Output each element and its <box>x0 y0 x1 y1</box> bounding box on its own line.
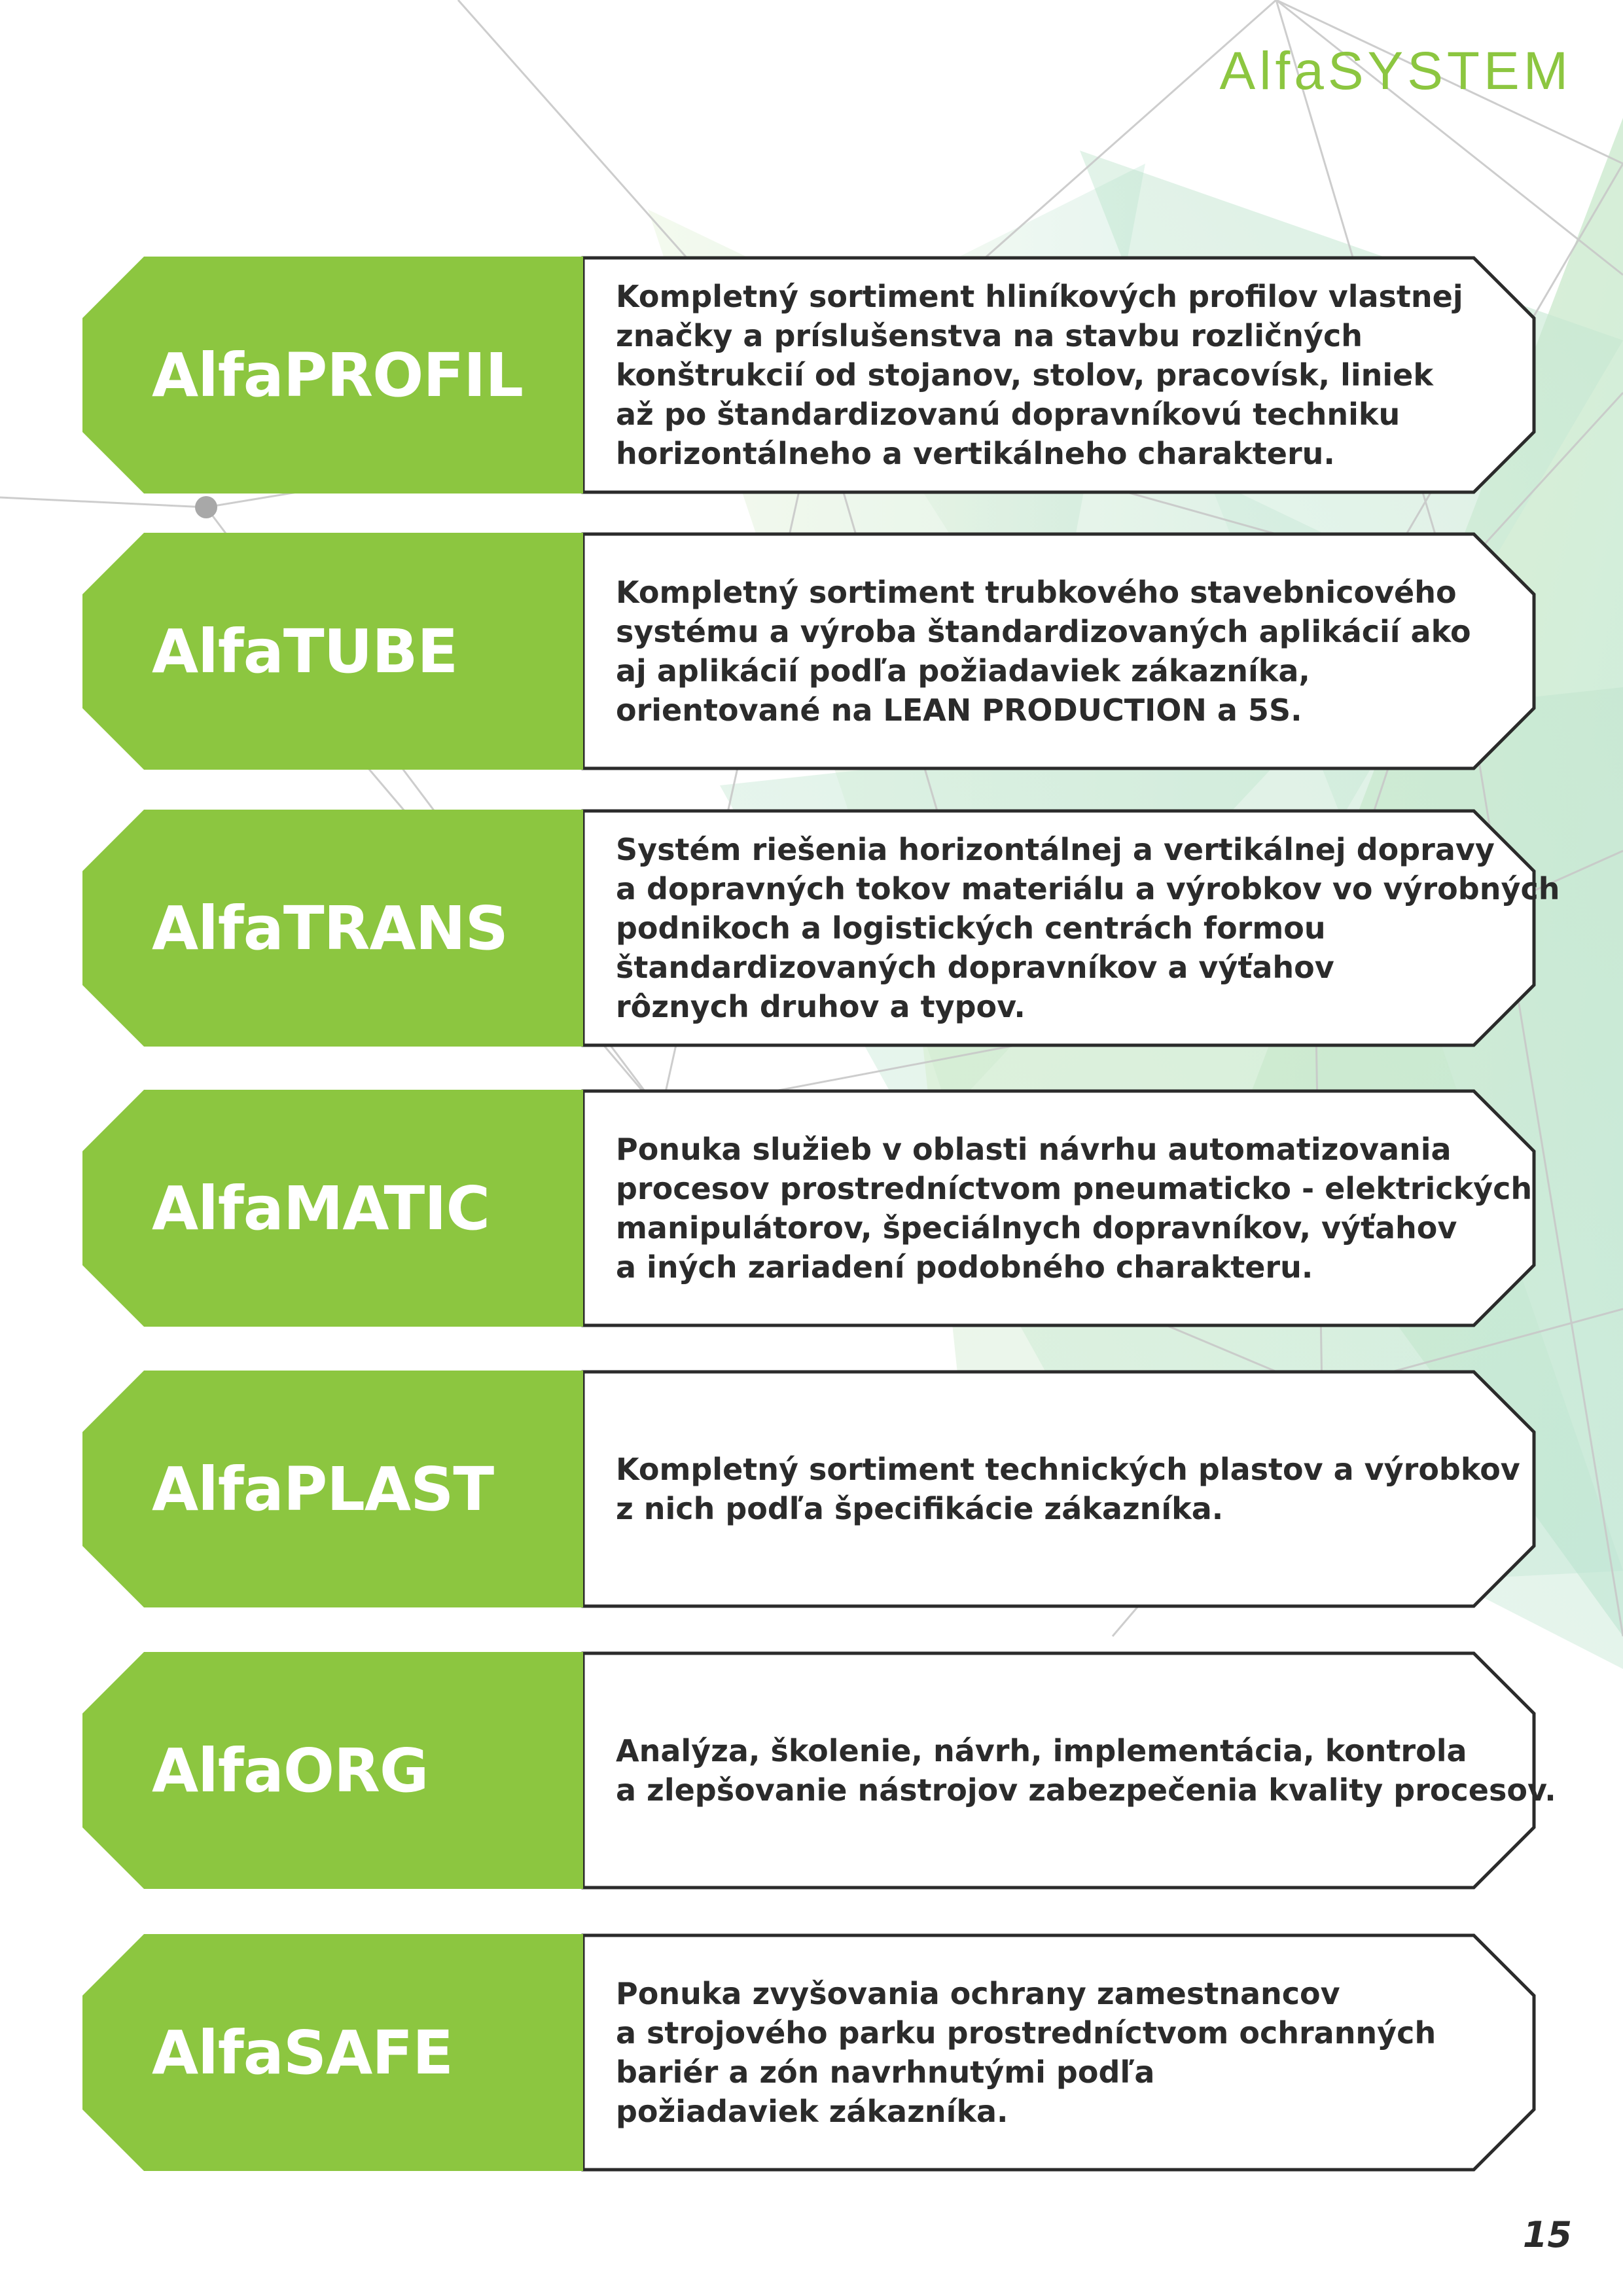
product-name: AlfaPLAST <box>152 1454 494 1524</box>
product-name: AlfaTUBE <box>152 616 458 687</box>
product-name: AlfaMATIC <box>152 1173 490 1244</box>
product-description-box <box>616 810 1565 1047</box>
product-description-box <box>616 1652 1565 1889</box>
product-card <box>82 810 1560 1047</box>
product-description: Ponuka zvyšovania ochrany zamestnancov a strojového parku prostredníctvom ochranných bariér a zón navrhnutými podľa požiadaviek zákazníka. <box>616 1976 1436 2129</box>
product-card <box>82 533 1535 770</box>
product-card <box>82 1090 1535 1327</box>
product-description: Kompletný sortiment hliníkových profilov vlastnej značky a príslušenstva na stavbu rozličných konštrukcií od stojanov, stolov, pracovísk, liniek až po štandardizovanú dopravníkovú techniku horizontálneho a vertikálneho charakteru. <box>616 279 1463 471</box>
product-name: AlfaPROFIL <box>152 340 524 410</box>
product-description: Kompletný sortiment technických plastov a výrobkov z nich podľa špecifikácie zákazníka. <box>616 1452 1520 1526</box>
page-number: 15 <box>1522 2214 1572 2255</box>
product-name: AlfaSAFE <box>152 2017 453 2088</box>
product-card <box>82 1652 1556 1889</box>
product-name: AlfaORG <box>152 1735 429 1806</box>
product-description: Ponuka služieb v oblasti návrhu automatizovania procesov prostredníctvom pneumaticko - elektrických manipulátorov, špeciálnych dopravníkov, výťahov a iných zariadení podobného charakteru. <box>616 1132 1533 1285</box>
product-card <box>82 1934 1535 2171</box>
product-card <box>82 1371 1535 1607</box>
product-card <box>82 257 1535 493</box>
product-description-box <box>616 1090 1565 1327</box>
product-description-box <box>616 533 1565 770</box>
product-description-box <box>616 1371 1565 1607</box>
brand-logo-text: AlfaSYSTEM <box>1219 41 1572 101</box>
product-description-box <box>616 257 1565 493</box>
product-description-box <box>616 1934 1565 2171</box>
product-description: Analýza, školenie, návrh, implementácia, kontrola a zlepšovanie nástrojov zabezpečenia kvality procesov. <box>616 1733 1556 1808</box>
product-description: Kompletný sortiment trubkového stavebnicového systému a výroba štandardizovaných aplikácií ako aj aplikácií podľa požiadaviek zákazníka, orientované na LEAN PRODUCTION a 5S. <box>616 575 1471 728</box>
product-name: AlfaTRANS <box>152 893 508 963</box>
product-description: Systém riešenia horizontálnej a vertikálnej dopravy a dopravných tokov materiálu a výrobkov vo výrobných podnikoch a logistických centrách formou štandardizovaných dopravníkov a výťahov rôznych druhov a typov. <box>616 832 1560 1024</box>
